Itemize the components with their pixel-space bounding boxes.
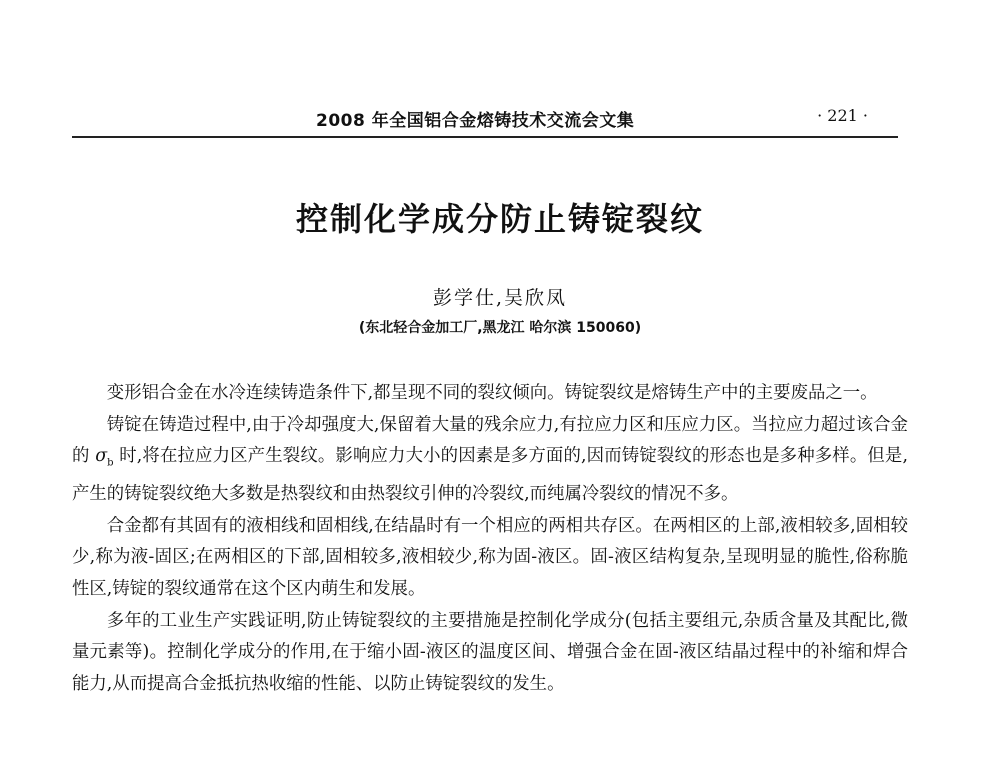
article-title: 控制化学成分防止铸锭裂纹: [295, 200, 704, 238]
paragraph-2-after: 时,将在拉应力区产生裂纹。影响应力大小的因素是多方面的,因而铸锭裂纹的形态也是多种多样。但是,产生的铸锭裂纹绝大多数是热裂纹和由热裂纹引伸的冷裂纹,而纯属冷裂纹的情况不多。: [72, 446, 908, 505]
page-number: · 221 ·: [817, 106, 868, 125]
sigma-b-symbol: [90, 446, 120, 469]
authors: 彭学仕,吴欣凤: [432, 287, 568, 309]
paragraph-4: 多年的工业生产实践证明,防止铸锭裂纹的主要措施是控制化学成分(包括主要组元,杂质含量及其配比,微量元素等)。控制化学成分的作用,在于缩小固-液区的温度区间、增强合金在固-液区结晶过程中的补缩和焊合能力,从而提高合金抵抗热收缩的性能、以防止铸锭裂纹的发生。: [72, 610, 908, 694]
proceedings-title: 2008 年全国铝合金熔铸技术交流会文集: [316, 111, 635, 131]
sigma-symbol: σ: [95, 446, 108, 467]
running-header: [72, 106, 900, 136]
body-text: [72, 378, 908, 700]
affiliation: (东北轻合金加工厂,黑龙江 哈尔滨 150060): [358, 320, 642, 336]
paragraph-2-before: 铸锭在铸造过程中,由于冷却强度大,保留着大量的残余应力,有拉应力区和压应力区。当拉应力超过该合金的: [72, 414, 908, 467]
sigma-subscript: b: [107, 457, 114, 469]
header-rule: [72, 136, 898, 138]
paragraph-2: [72, 410, 908, 511]
paragraph-3: 合金都有其固有的液相线和固相线,在结晶时有一个相应的两相共存区。在两相区的上部,液相较多,固相较少,称为液-固区;在两相区的下部,固相较多,液相较少,称为固-液区。固-液区结构复杂,呈现明显的脆性,俗称脆性区,铸锭的裂纹通常在这个区内萌生和发展。: [72, 515, 908, 600]
paragraph-1: 变形铝合金在水冷连续铸造条件下,都呈现不同的裂纹倾向。铸锭裂纹是熔铸生产中的主要废品之一。: [106, 383, 878, 403]
